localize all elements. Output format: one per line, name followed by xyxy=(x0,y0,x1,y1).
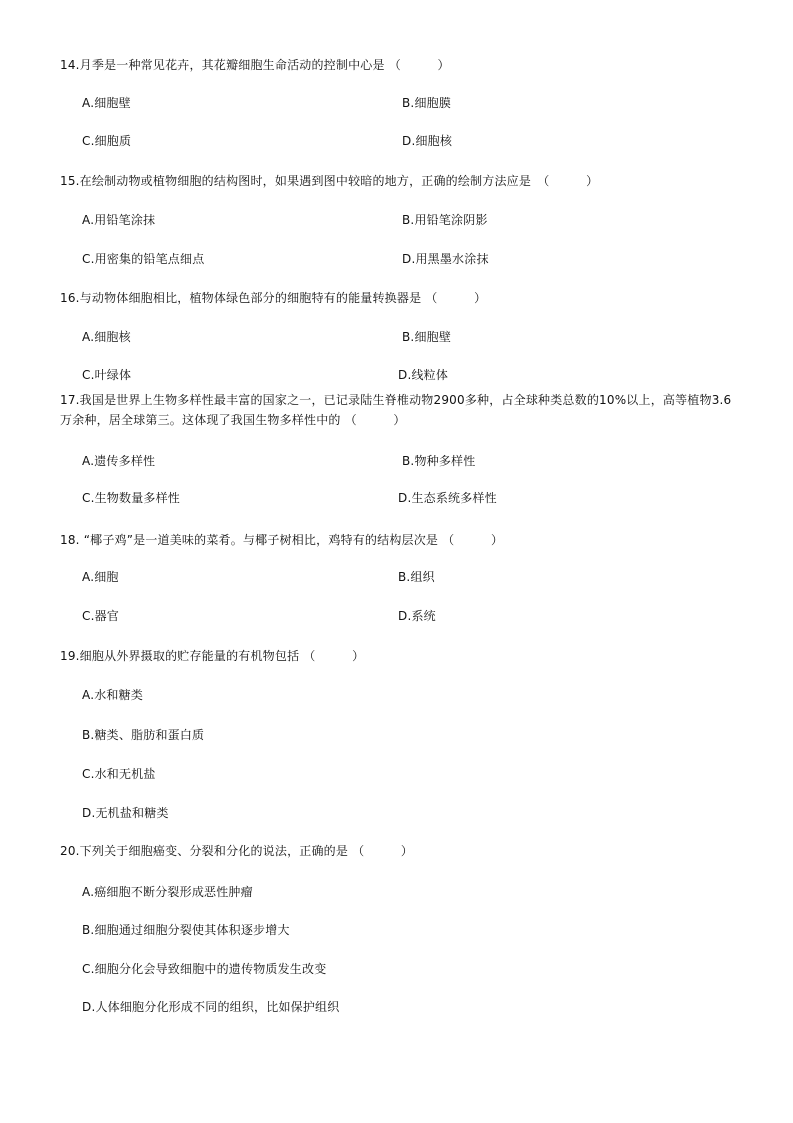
question-17-option-c: C.生物数量多样性 xyxy=(82,491,180,505)
question-14-option-c: C.细胞质 xyxy=(82,134,132,148)
question-20-option-a: A.癌细胞不断分裂形成恶性肿瘤 xyxy=(82,885,253,899)
question-20-option-b: B.细胞通过细胞分裂使其体积逐步增大 xyxy=(82,923,290,937)
question-19-option-d: D.无机盐和糖类 xyxy=(82,806,169,820)
question-16-option-a: A.细胞核 xyxy=(82,330,131,344)
question-18-option-c: C.器官 xyxy=(82,609,119,623)
question-20-option-d: D.人体细胞分化形成不同的组织，比如保护组织 xyxy=(82,1000,340,1014)
question-18-option-a: A.细胞 xyxy=(82,570,119,584)
question-15-option-b: B.用铅笔涂阴影 xyxy=(402,213,488,227)
question-15-option-a: A.用铅笔涂抹 xyxy=(82,213,156,227)
question-16-option-d: D.线粒体 xyxy=(398,368,449,382)
question-19-option-c: C.水和无机盐 xyxy=(82,767,156,781)
question-14-stem: 14.月季是一种常见花卉，其花瓣细胞生命活动的控制中心是 （ ） xyxy=(60,58,450,72)
question-16-option-b: B.细胞壁 xyxy=(402,330,452,344)
question-14-option-d: D.细胞核 xyxy=(402,134,453,148)
question-14-option-b: B.细胞膜 xyxy=(402,96,452,110)
question-17-option-d: D.生态系统多样性 xyxy=(398,491,497,505)
question-16-stem: 16.与动物体细胞相比，植物体绿色部分的细胞特有的能量转换器是 （ ） xyxy=(60,291,487,305)
question-16-option-c: C.叶绿体 xyxy=(82,368,132,382)
question-20-stem: 20.下列关于细胞癌变、分裂和分化的说法，正确的是 （ ） xyxy=(60,844,414,858)
question-18-option-b: B.组织 xyxy=(398,570,435,584)
question-17-option-b: B.物种多样性 xyxy=(402,454,476,468)
question-14-option-a: A.细胞壁 xyxy=(82,96,131,110)
question-19-stem: 19.细胞从外界摄取的贮存能量的有机物包括 （ ） xyxy=(60,649,365,663)
question-19-option-a: A.水和糖类 xyxy=(82,688,144,702)
question-15-option-c: C.用密集的铅笔点细点 xyxy=(82,252,205,266)
question-17-option-a: A.遗传多样性 xyxy=(82,454,156,468)
question-18-option-d: D.系统 xyxy=(398,609,436,623)
question-20-option-c: C.细胞分化会导致细胞中的遗传物质发生改变 xyxy=(82,962,327,976)
question-15-stem: 15.在绘制动物或植物细胞的结构图时，如果遇到图中较暗的地方，正确的绘制方法应是 （ ） xyxy=(60,174,599,188)
question-18-stem: 18. “椰子鸡”是一道美味的菜肴。与椰子树相比，鸡特有的结构层次是 （ ） xyxy=(60,533,504,547)
question-19-option-b: B.糖类、脂肪和蛋白质 xyxy=(82,728,205,742)
question-15-option-d: D.用黑墨水涂抹 xyxy=(402,252,489,266)
question-17-stem: 17.我国是世界上生物多样性最丰富的国家之一，已记录陆生脊椎动物2900多种，占全球种类总数的10%以上，高等植物3.6万余种，居全球第三。这体现了我国生物多样性中的 （ ） xyxy=(60,393,732,427)
